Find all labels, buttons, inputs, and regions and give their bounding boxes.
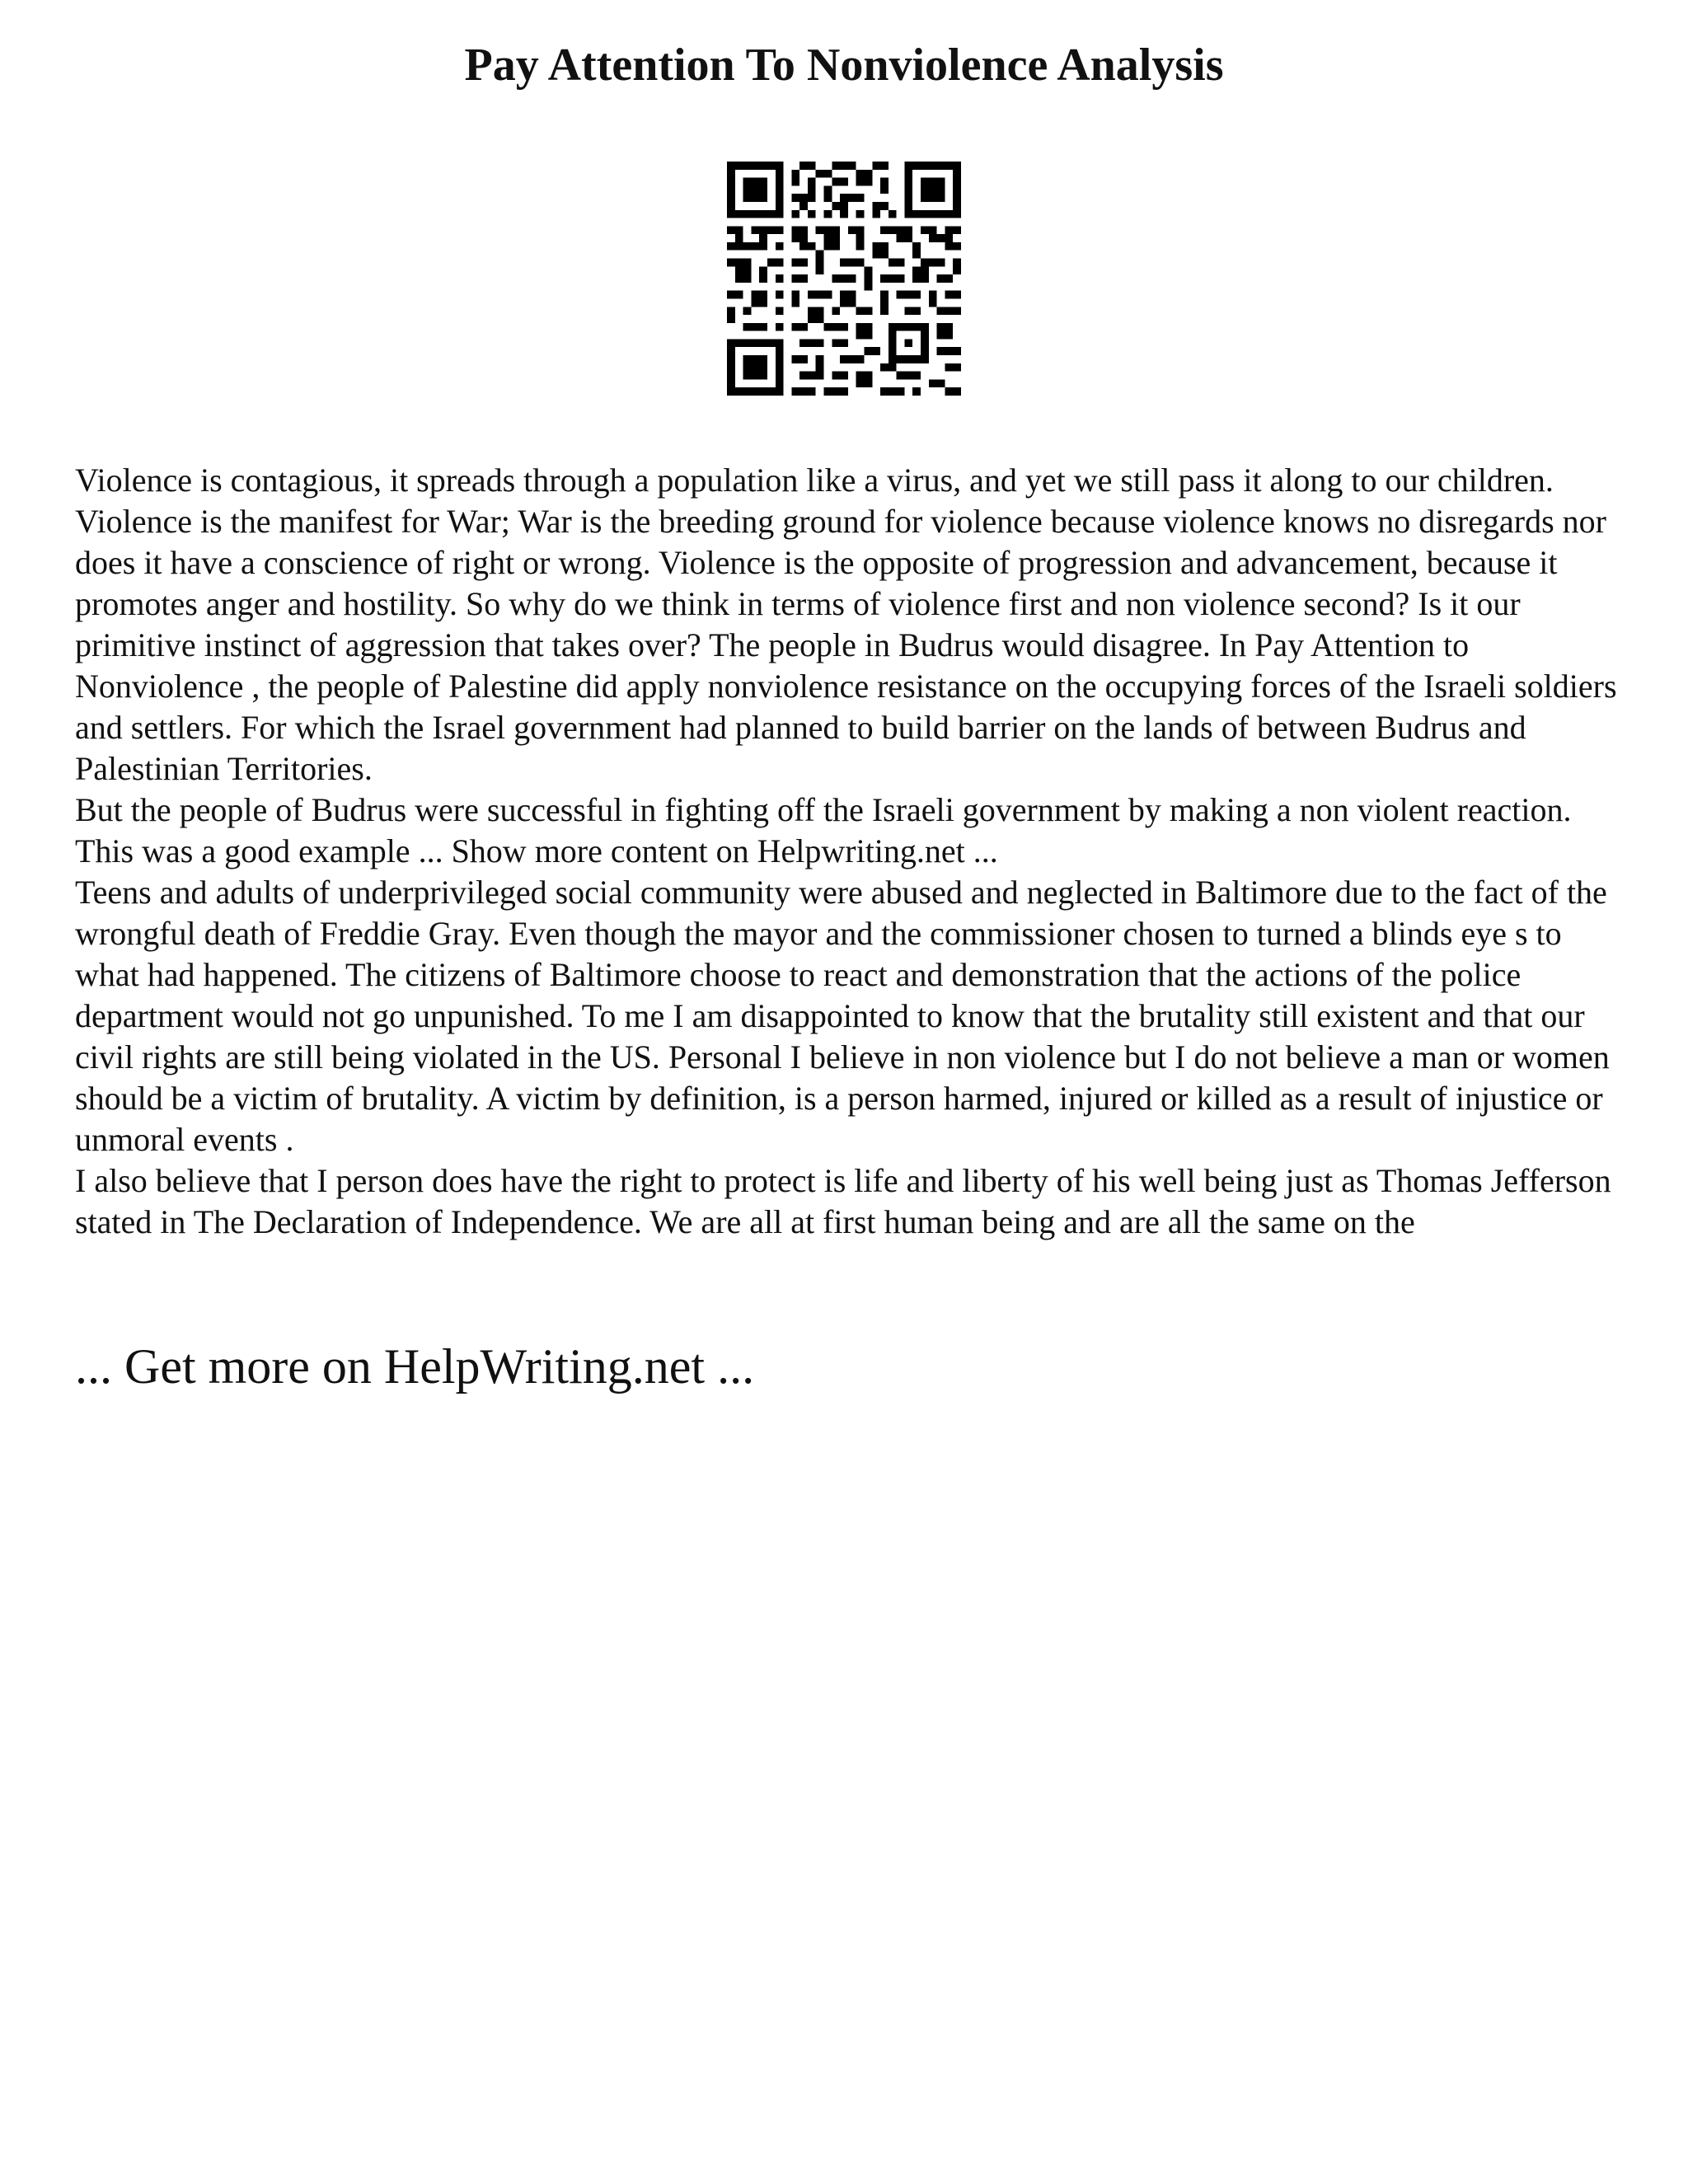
paragraph-1: Violence is contagious, it spreads through a population like a virus, and yet we still pass it along to our children. Violence is the manifest for War; War is the breeding ground for violence because violence knows no disregards nor does it have a conscience of right or wrong. Violence is the opposite of progression and advancement, because it promotes anger and hostility. So why do we think in terms of violence first and non violence second? Is it our primitive instinct of aggression that takes over? The people in Budrus would disagree. In Pay Attention to Nonviolence , the people of Palestine did apply nonviolence resistance on the occupying forces of the Israeli soldiers and settlers. For which the Israel government had planned to build barrier on the lands of between Budrus and Palestinian Territories. xyxy=(75,462,1617,787)
paragraph-3: Teens and adults of underprivileged social community were abused and neglected in Baltimore due to the fact of the wrongful death of Freddie Gray. Even though the mayor and the commissioner chosen to turned a blinds eye s to what had happened. The citizens of Baltimore choose to react and demonstration that the actions of the police department would not go unpunished. To me I am disappointed to know that the brutality still existent and that our civil rights are still being violated in the US. Personal I believe in non violence but I do not believe a man or women should be a victim of brutality. A victim by definition, is a person harmed, injured or killed as a result of injustice or unmoral events . xyxy=(75,874,1610,1158)
page-title: Pay Attention To Nonviolence Analysis xyxy=(464,40,1224,91)
paragraph-2: But the people of Budrus were successful in fighting off the Israeli government by making a non violent reaction. This was a good example ... Show more content on Helpwriting.net ... xyxy=(75,791,1572,869)
paragraph-4: I also believe that I person does have the right to protect is life and liberty of his well being just as Thomas Jefferson stated in The Declaration of Independence. We are all at first human being and are all the same on the xyxy=(75,1162,1611,1240)
get-more-link[interactable]: ... Get more on HelpWriting.net ... xyxy=(75,1339,755,1394)
article-body xyxy=(75,460,1625,1243)
qr-code-icon xyxy=(727,162,961,396)
